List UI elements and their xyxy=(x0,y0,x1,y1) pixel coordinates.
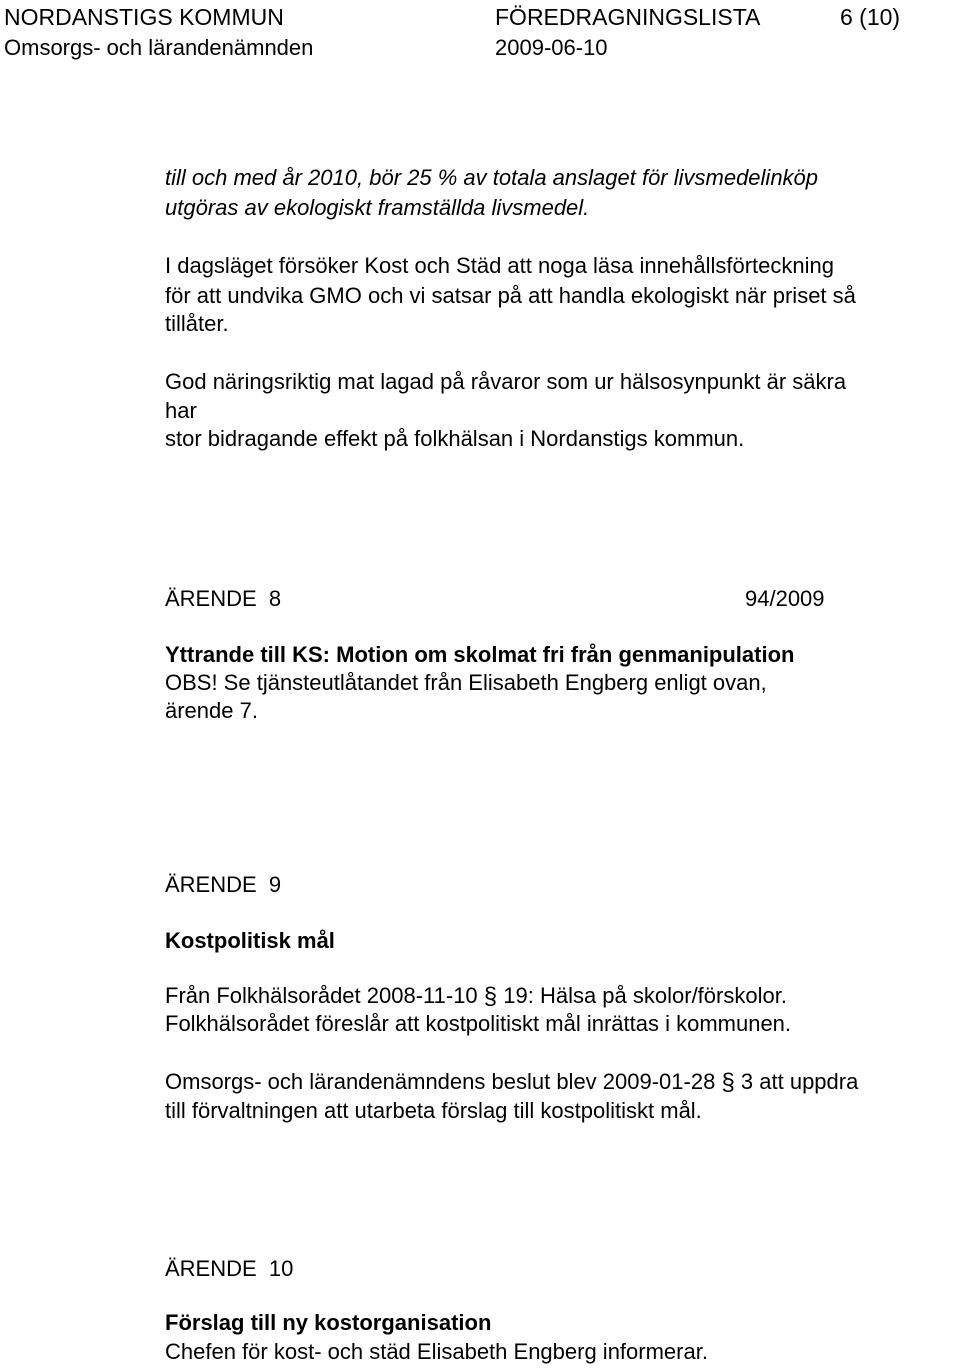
arende-9-label: ÄRENDE 9 xyxy=(165,872,282,897)
intro-para1-line-3: tillåter. xyxy=(165,311,229,336)
arende-10-line-1: Chefen för kost- och städ Elisabeth Engberg informerar. xyxy=(165,1339,708,1364)
arende-8-note-line-2: ärende 7. xyxy=(165,698,258,723)
intro-para2-line-3: stor bidragande effekt på folkhälsan i Nordanstigs kommun. xyxy=(165,426,745,451)
section-sign-icon: § xyxy=(721,1069,735,1096)
header-document-type: FÖREDRAGNINGSLISTA xyxy=(495,4,761,30)
arende-9-line-4: till förvaltningen att utarbeta förslag till kostpolitiskt mål. xyxy=(165,1098,702,1123)
section-sign-icon: § xyxy=(483,983,498,1010)
intro-italic-line-1: till och med år 2010, bör 25 % av totala anslaget för livsmedelinköp xyxy=(165,165,819,190)
header-committee: Omsorgs- och lärandenämnden xyxy=(4,35,314,60)
header-date: 2009-06-10 xyxy=(495,35,608,60)
arende-9-line-1-text-b: 19: Hälsa på skolor/förskolor. xyxy=(497,983,787,1008)
arende-9-line-3-text-a: Omsorgs- och lärandenämndens beslut blev 2009-01-28 xyxy=(165,1069,722,1094)
arende-8-label: ÄRENDE 8 xyxy=(165,586,282,611)
intro-para2-line-2: har xyxy=(165,398,197,423)
arende-8-title: Yttrande till KS: Motion om skolmat fri från genmanipulation xyxy=(165,642,795,667)
intro-para1-line-2: för att undvika GMO och vi satsar på att handla ekologiskt när priset så xyxy=(165,283,856,308)
arende-9-line-1 xyxy=(165,983,787,1009)
arende-10-label: ÄRENDE 10 xyxy=(165,1256,294,1281)
header-organization: NORDANSTIGS KOMMUN xyxy=(4,4,284,30)
intro-para2-line-1: God näringsriktig mat lagad på råvaror som ur hälsosynpunkt är säkra xyxy=(165,369,847,394)
arende-8-note-line-1: OBS! Se tjänsteutlåtandet från Elisabeth Engberg enligt ovan, xyxy=(165,670,767,695)
arende-9-line-2: Folkhälsorådet föreslår att kostpolitiskt mål inrättas i kommunen. xyxy=(165,1011,792,1036)
intro-italic-line-2: utgöras av ekologiskt framställda livsmedel. xyxy=(165,195,590,220)
arende-8-reference: 94/2009 xyxy=(745,586,825,611)
arende-9-line-1-text-a: Från Folkhälsorådet 2008-11-10 xyxy=(165,983,484,1008)
arende-9-line-3 xyxy=(165,1069,858,1095)
arende-9-title: Kostpolitisk mål xyxy=(165,928,335,953)
arende-9-line-3-text-b: 3 att uppdra xyxy=(734,1069,859,1094)
intro-para1-line-1: I dagsläget försöker Kost och Städ att noga läsa innehållsförteckning xyxy=(165,253,834,278)
arende-10-title: Förslag till ny kostorganisation xyxy=(165,1310,492,1335)
header-page-number: 6 (10) xyxy=(840,4,901,30)
